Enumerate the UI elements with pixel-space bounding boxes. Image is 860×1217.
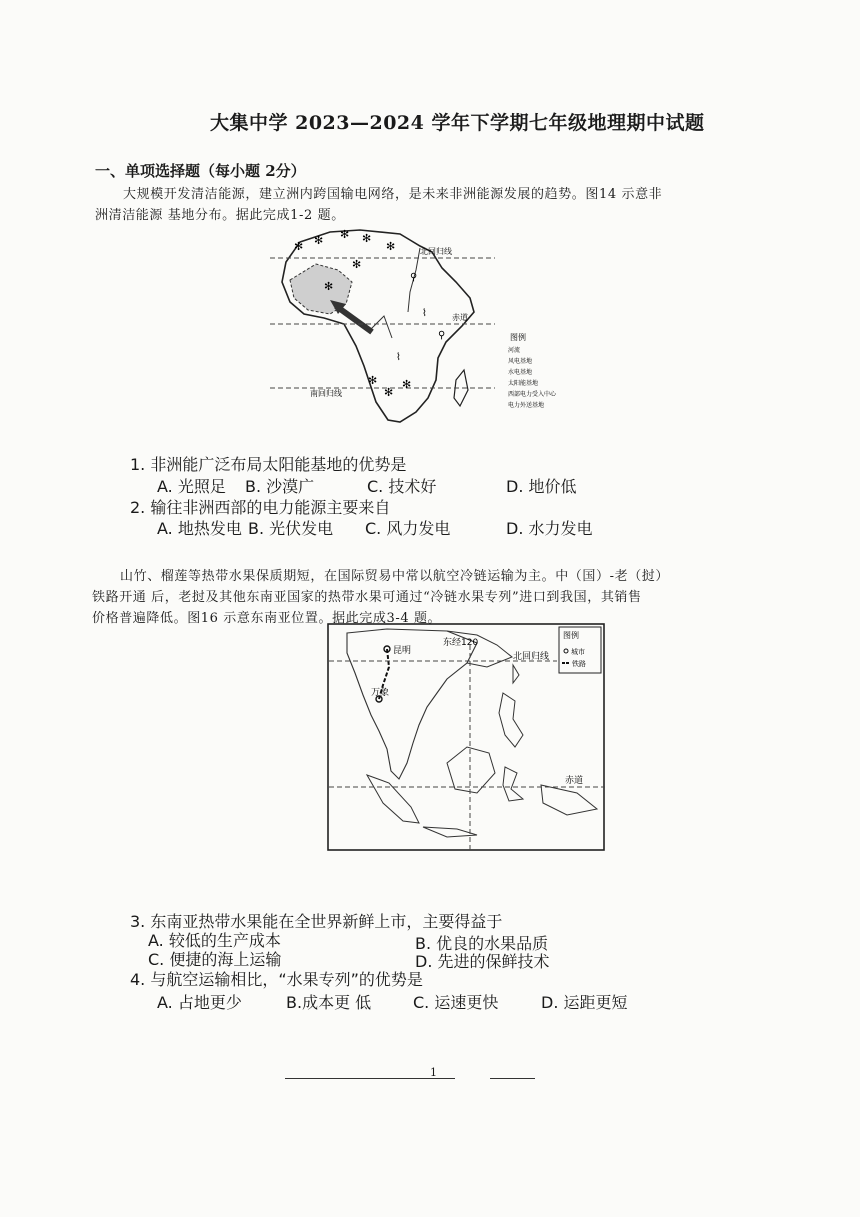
mainland-outline: [347, 629, 477, 779]
wind-base-icon: ⚲: [410, 272, 418, 283]
sumatra-outline: [367, 775, 419, 823]
question-2-stem: 2. 输往非洲西部的电力能源主要来自: [130, 498, 391, 517]
question-4-option-c[interactable]: C. 运速更快: [413, 993, 499, 1012]
borneo-outline: [447, 747, 495, 793]
equator-label: 赤道: [565, 776, 584, 786]
passage-2-line-3: 价格普遍降低。图16 示意东南亚位置。据此完成3-4 题。: [92, 611, 442, 626]
question-4-option-d[interactable]: D. 运距更短: [541, 993, 628, 1012]
question-3-option-b[interactable]: B. 优良的水果品质: [415, 934, 549, 953]
question-4-option-b[interactable]: B.成本更 低: [286, 993, 372, 1012]
passage-2: [92, 566, 762, 629]
question-2-option-a[interactable]: A. 地热发电: [157, 519, 242, 538]
legend-city-label: 城市: [571, 648, 585, 656]
hydro-base-icon: ⌇: [422, 308, 427, 319]
hydro-base-icon: ⌇: [396, 352, 401, 363]
legend-item-receiving: 西部电力受入中心: [508, 391, 557, 398]
legend-item-export: 电力外送基地: [508, 402, 545, 409]
legend-item-solar: 太阳能基地: [508, 380, 539, 387]
vientiane-label: 万象: [371, 688, 390, 698]
page-title: 大集中学 2023—2024 学年下学期七年级地理期中试题: [210, 112, 705, 134]
legend-rail-label: 铁路: [572, 660, 586, 668]
solar-base-icon: ✻: [402, 378, 412, 391]
question-1-option-a[interactable]: A. 光照足: [157, 477, 226, 496]
map1-legend-title: 图例: [510, 333, 526, 342]
tropic-capricorn-label: 南回归线: [310, 389, 342, 398]
legend-item-wind: 风电基地: [508, 358, 533, 365]
kunming-label: 昆明: [393, 646, 412, 656]
legend-item-hydro: 水电基地: [508, 369, 533, 376]
map2-legend-title: 图例: [563, 631, 579, 640]
question-1-option-b[interactable]: B. 沙漠广: [245, 477, 315, 496]
equator-label: 赤道: [452, 313, 468, 322]
question-4-stem: 4. 与航空运输相比，“水果专列”的优势是: [130, 970, 423, 989]
solar-base-icon: ✻: [368, 374, 378, 387]
passage-1-line-1: 大规模开发清洁能源，建立洲内跨国输电网络，是未来非洲能源发展的趋势。图14 示意非: [123, 187, 663, 202]
solar-base-icon: ✻: [386, 240, 396, 253]
tropic-cancer-label: 北回归线: [420, 247, 452, 256]
passage-2-line-2: 铁路开通 后，老挝及其他东南亚国家的热带水果可通过“冷链水果专列”进口到我国，其销售: [92, 590, 642, 605]
question-3-option-a[interactable]: A. 较低的生产成本: [148, 931, 281, 950]
passage-2-line-1: 山竹、榴莲等热带水果保质期短，在国际贸易中常以航空冷链运输为主。中（国）-老（挝）: [120, 569, 669, 584]
solar-base-icon: ✻: [314, 234, 324, 247]
china-coast: [447, 631, 512, 667]
question-2-option-b[interactable]: B. 光伏发电: [248, 519, 334, 538]
question-3-stem: 3. 东南亚热带水果能在全世界新鲜上市，主要得益于: [130, 912, 503, 931]
new-guinea-outline: [541, 785, 597, 815]
map2-legend: [559, 627, 601, 673]
transmission-arrow: [336, 306, 372, 332]
solar-base-icon: ✻: [324, 280, 334, 293]
southeast-asia-map: [327, 623, 607, 853]
solar-base-icon: ✻: [294, 240, 304, 253]
map1-legend: [508, 332, 557, 409]
page-number: 1: [430, 1066, 437, 1079]
africa-map: [260, 220, 570, 430]
wind-base-icon: ⚲: [438, 330, 446, 341]
question-1-stem: 1. 非洲能广泛布局太阳能基地的优势是: [130, 455, 407, 474]
philippines-outline: [499, 693, 523, 747]
section-heading: 一、单项选择题（每小题 2分）: [95, 162, 306, 180]
congo-river: [370, 316, 392, 338]
footer-rule-right: [490, 1078, 535, 1079]
sulawesi-outline: [503, 767, 523, 801]
question-2-option-d[interactable]: D. 水力发电: [506, 519, 593, 538]
question-3-option-d[interactable]: D. 先进的保鲜技术: [415, 952, 550, 971]
solar-base-icon: ✻: [384, 386, 394, 399]
question-1-option-d[interactable]: D. 地价低: [506, 477, 577, 496]
java-outline: [423, 827, 477, 837]
tropic-cancer-label: 北回归线: [513, 652, 550, 662]
taiwan-outline: [513, 665, 519, 683]
meridian-120e-label: 东经120: [443, 638, 479, 648]
question-2-option-c[interactable]: C. 风力发电: [365, 519, 451, 538]
passage-1-line-2: 洲清洁能源 基地分布。据此完成1-2 题。: [95, 208, 345, 223]
question-3-option-c[interactable]: C. 便捷的海上运输: [148, 950, 282, 969]
legend-item-river: 河流: [508, 347, 521, 354]
question-1-option-c[interactable]: C. 技术好: [367, 477, 437, 496]
solar-base-icon: ✻: [340, 228, 350, 241]
solar-base-icon: ✻: [362, 232, 372, 245]
solar-base-icon: ✻: [352, 258, 362, 271]
question-4-option-a[interactable]: A. 占地更少: [157, 993, 242, 1012]
